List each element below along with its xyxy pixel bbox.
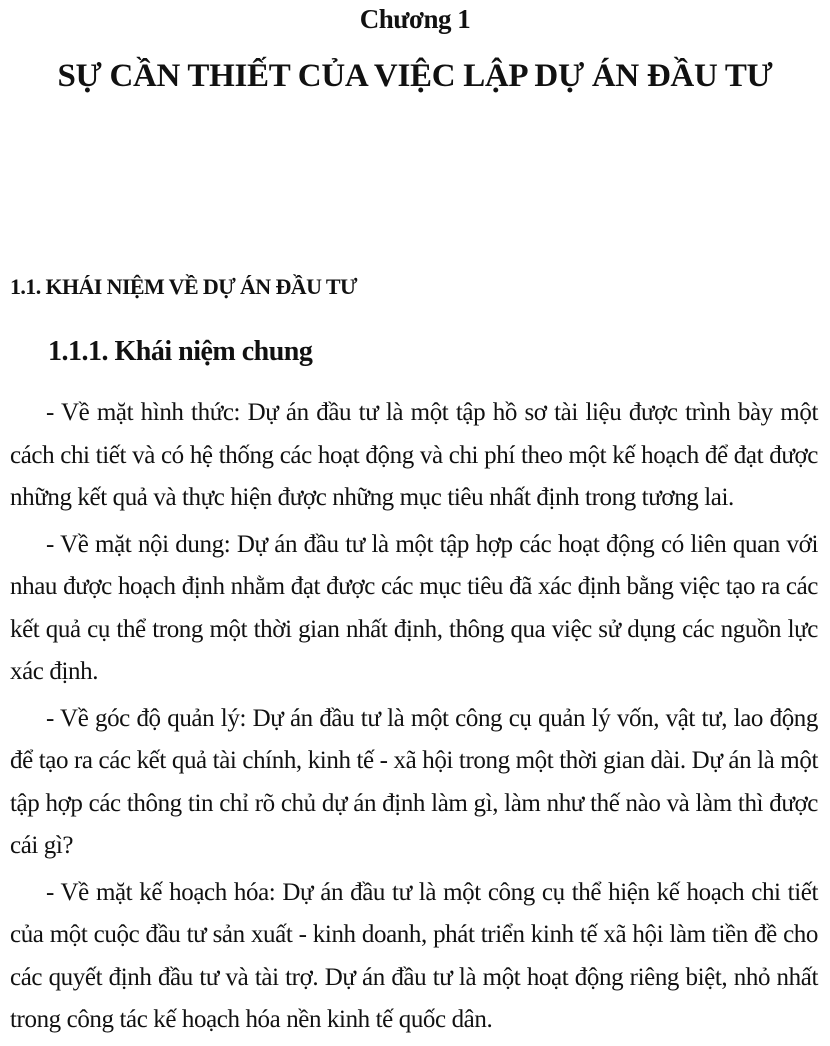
chapter-title: SỰ CẦN THIẾT CỦA VIỆC LẬP DỰ ÁN ĐẦU TƯ [57,58,773,94]
subsection-heading: 1.1.1. Khái niệm chung [48,336,313,367]
body-text [10,392,818,1046]
paragraph-planning: - Về mặt kế hoạch hóa: Dự án đầu tư là một công cụ thể hiện kế hoạch chi tiết của một cuộc đầu tư sản xuất - kinh doanh, phát triển kinh tế xã hội làm tiền đề cho các quyết định đầu tư và tài trợ. Dự án đầu tư là một hoạt động riêng biệt, nhỏ nhất trong công tác kế hoạch hóa nền kinh tế quốc dân. [10,878,818,1033]
chapter-label: Chương 1 [359,4,471,34]
paragraph-form: - Về mặt hình thức: Dự án đầu tư là một tập hồ sơ tài liệu được trình bày một cách chi tiết và có hệ thống các hoạt động và chi phí theo một kế hoạch để đạt được những kết quả và thực hiện được những mục tiêu nhất định trong tương lai. [10,399,818,511]
paragraph-content: - Về mặt nội dung: Dự án đầu tư là một tập hợp các hoạt động có liên quan với nhau được hoạch định nhằm đạt được các mục tiêu đã xác định bằng việc tạo ra các kết quả cụ thể trong một thời gian nhất định, thông qua việc sử dụng các nguồn lực xác định. [10,530,818,685]
section-heading: 1.1. KHÁI NIỆM VỀ DỰ ÁN ĐẦU TƯ [10,274,357,299]
paragraph-management: - Về góc độ quản lý: Dự án đầu tư là một công cụ quản lý vốn, vật tư, lao động để tạo ra các kết quả tài chính, kinh tế - xã hội trong một thời gian dài. Dự án là một tập hợp các thông tin chỉ rõ chủ dự án định làm gì, làm như thế nào và làm thì được cái gì? [10,704,818,859]
